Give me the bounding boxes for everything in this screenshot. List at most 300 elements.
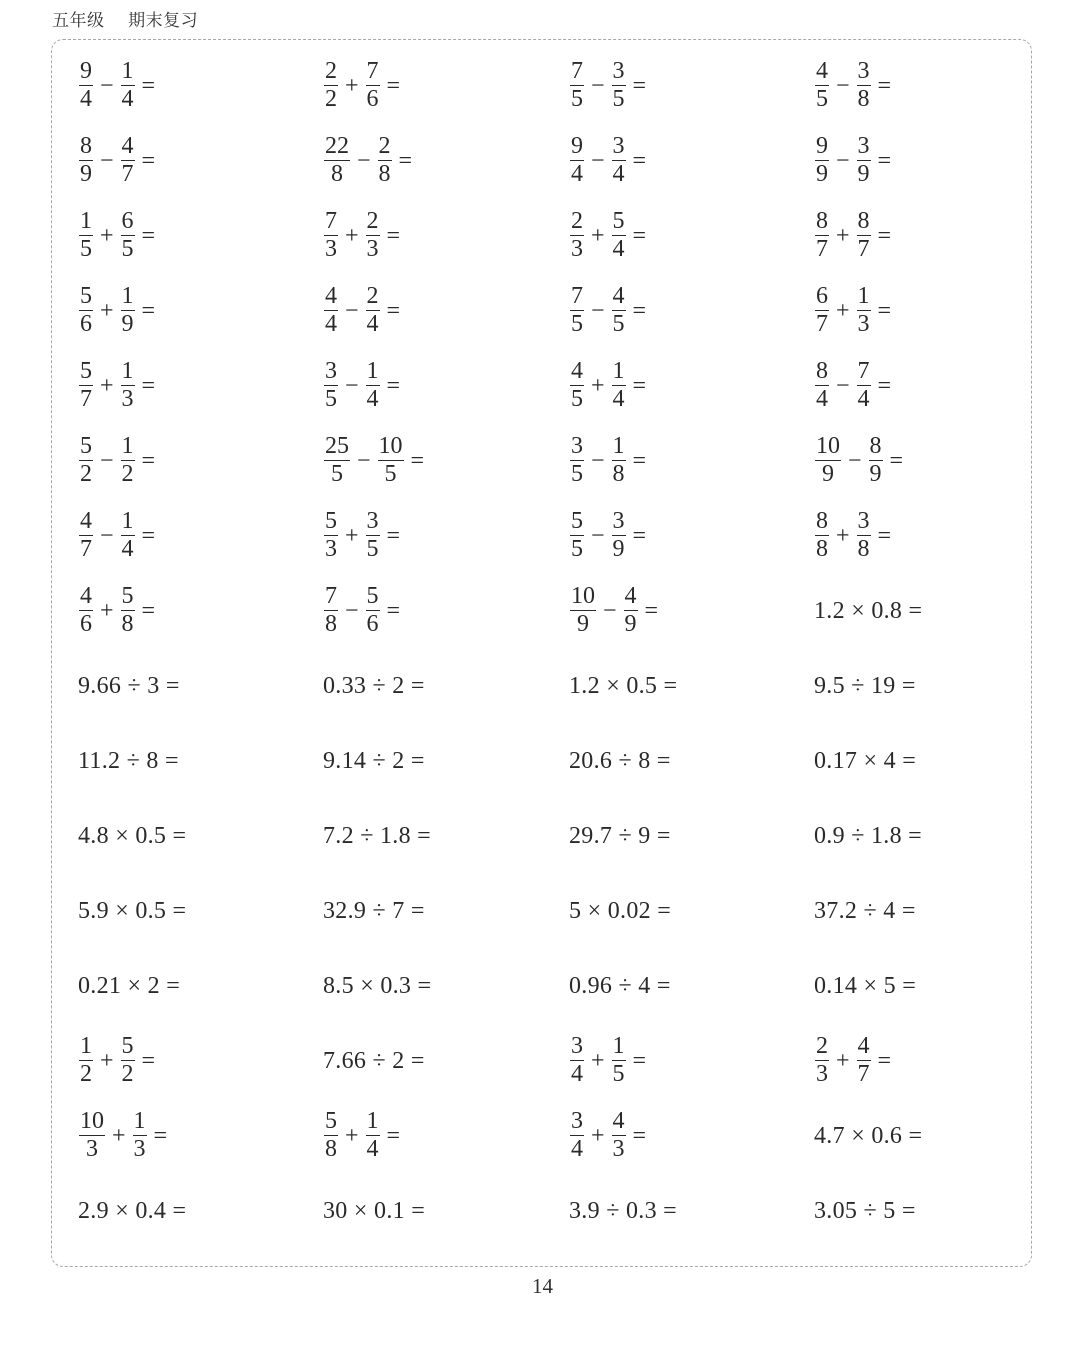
equals-sign: = <box>632 72 647 99</box>
problem-cell <box>323 198 569 273</box>
header-grade: 五年级 <box>52 11 105 31</box>
fraction-numerator: 1 <box>133 1108 146 1134</box>
decimal-expression: 0.21 × 2 = <box>78 972 181 999</box>
equals-sign: = <box>632 147 647 174</box>
fraction-denominator: 5 <box>366 536 379 562</box>
fraction-numerator: 4 <box>121 133 134 159</box>
fraction-numerator: 1 <box>612 358 625 384</box>
page-number: 14 <box>532 1274 553 1298</box>
fraction-numerator: 9 <box>80 58 92 84</box>
problem-cell <box>323 573 569 648</box>
fraction <box>121 58 135 113</box>
equals-sign: = <box>632 447 647 474</box>
equals-sign: = <box>386 522 401 549</box>
equals-sign: = <box>141 447 156 474</box>
fraction-numerator: 3 <box>612 508 625 534</box>
fraction-denominator: 7 <box>816 236 828 262</box>
fraction-denominator: 4 <box>857 386 870 412</box>
problem-cell <box>323 1023 569 1098</box>
fraction-numerator: 5 <box>325 1108 337 1134</box>
fraction-numerator: 1 <box>612 1033 625 1059</box>
equals-sign: = <box>386 297 401 324</box>
decimal-expression: 9.66 ÷ 3 = <box>78 672 180 699</box>
operator: + <box>100 372 114 399</box>
equals-sign: = <box>889 447 904 474</box>
fraction-denominator: 8 <box>612 461 625 487</box>
fraction-numerator: 5 <box>80 283 92 309</box>
fraction-denominator: 4 <box>612 161 625 187</box>
problem-cell <box>814 648 1058 723</box>
operator: − <box>345 372 359 399</box>
fraction-numerator: 3 <box>571 1108 583 1134</box>
fraction-denominator: 8 <box>857 86 870 112</box>
operator: + <box>345 1122 359 1149</box>
fraction-denominator: 5 <box>571 461 583 487</box>
problem-cell <box>814 123 1058 198</box>
fraction <box>366 208 380 263</box>
equals-sign: = <box>386 597 401 624</box>
fraction <box>378 133 392 188</box>
operator: + <box>836 222 850 249</box>
fraction <box>324 508 338 563</box>
fraction-numerator: 2 <box>816 1033 828 1059</box>
fraction <box>815 433 841 488</box>
fraction-denominator: 3 <box>571 236 583 262</box>
fraction <box>570 583 596 638</box>
fraction-numerator: 1 <box>366 358 379 384</box>
fraction-numerator: 3 <box>857 133 870 159</box>
fraction <box>133 1108 147 1163</box>
decimal-expression: 29.7 ÷ 9 = <box>569 822 671 849</box>
fraction-denominator: 5 <box>121 236 134 262</box>
problem-cell <box>78 1098 323 1173</box>
decimal-expression: 5.9 × 0.5 = <box>78 897 187 924</box>
equals-sign: = <box>141 222 156 249</box>
fraction <box>121 133 135 188</box>
fraction-denominator: 6 <box>366 86 379 112</box>
fraction <box>79 283 93 338</box>
problem-cell <box>569 573 814 648</box>
fraction <box>79 358 93 413</box>
fraction-denominator: 2 <box>80 1061 92 1087</box>
operator: − <box>357 147 371 174</box>
fraction-denominator: 4 <box>571 1061 583 1087</box>
decimal-expression: 0.33 ÷ 2 = <box>323 672 425 699</box>
fraction <box>366 58 380 113</box>
fraction <box>624 583 638 638</box>
fraction <box>612 133 626 188</box>
problem-cell <box>323 723 569 798</box>
fraction-numerator: 7 <box>325 583 337 609</box>
problem-cell <box>78 348 323 423</box>
fraction <box>121 283 135 338</box>
fraction-numerator: 1 <box>121 433 134 459</box>
fraction <box>79 208 93 263</box>
fraction-numerator: 1 <box>366 1108 379 1134</box>
problem-cell <box>814 873 1058 948</box>
fraction-denominator: 7 <box>80 536 92 562</box>
fraction-numerator: 8 <box>869 433 882 459</box>
fraction <box>612 283 626 338</box>
equals-sign: = <box>141 597 156 624</box>
fraction-denominator: 9 <box>577 611 589 637</box>
problem-cell <box>323 273 569 348</box>
fraction-numerator: 22 <box>325 133 349 159</box>
problem-cell <box>78 1023 323 1098</box>
decimal-expression: 0.17 × 4 = <box>814 747 917 774</box>
problem-cell <box>78 873 323 948</box>
fraction-denominator: 5 <box>816 86 828 112</box>
decimal-expression: 32.9 ÷ 7 = <box>323 897 425 924</box>
fraction <box>815 508 829 563</box>
fraction-numerator: 7 <box>571 58 583 84</box>
problem-cell <box>569 648 814 723</box>
fraction-denominator: 2 <box>121 1061 134 1087</box>
fraction-numerator: 4 <box>612 283 625 309</box>
fraction-numerator: 3 <box>857 58 870 84</box>
fraction <box>366 1108 380 1163</box>
decimal-expression: 8.5 × 0.3 = <box>323 972 432 999</box>
fraction-denominator: 9 <box>612 536 625 562</box>
problem-cell <box>569 348 814 423</box>
fraction <box>121 208 135 263</box>
fraction <box>570 433 584 488</box>
fraction-numerator: 8 <box>80 133 92 159</box>
problem-cell <box>569 498 814 573</box>
problem-cell <box>78 1173 323 1248</box>
fraction <box>815 283 829 338</box>
equals-sign: = <box>877 72 892 99</box>
fraction <box>857 1033 871 1088</box>
operator: − <box>591 522 605 549</box>
fraction-numerator: 2 <box>378 133 391 159</box>
fraction <box>612 1033 626 1088</box>
equals-sign: = <box>644 597 659 624</box>
problem-cell <box>323 348 569 423</box>
operator: − <box>100 147 114 174</box>
operator: − <box>100 522 114 549</box>
equals-sign: = <box>877 147 892 174</box>
fraction-denominator: 4 <box>121 536 134 562</box>
fraction-numerator: 1 <box>80 208 92 234</box>
fraction <box>324 1108 338 1163</box>
fraction-numerator: 2 <box>571 208 583 234</box>
fraction <box>570 58 584 113</box>
equals-sign: = <box>632 222 647 249</box>
fraction <box>857 508 871 563</box>
fraction <box>366 358 380 413</box>
fraction-denominator: 4 <box>612 386 625 412</box>
fraction <box>378 433 404 488</box>
operator: − <box>591 147 605 174</box>
equals-sign: = <box>632 1122 647 1149</box>
fraction-denominator: 2 <box>325 86 337 112</box>
problem-cell <box>569 198 814 273</box>
equals-sign: = <box>877 522 892 549</box>
fraction-numerator: 5 <box>325 508 337 534</box>
fraction-numerator: 3 <box>571 433 583 459</box>
fraction-numerator: 3 <box>325 358 337 384</box>
problem-cell <box>814 1173 1058 1248</box>
fraction-denominator: 4 <box>366 386 379 412</box>
fraction <box>121 1033 135 1088</box>
fraction-numerator: 5 <box>366 583 379 609</box>
fraction <box>79 508 93 563</box>
decimal-expression: 1.2 × 0.5 = <box>569 672 678 699</box>
decimal-expression: 9.14 ÷ 2 = <box>323 747 425 774</box>
fraction-denominator: 5 <box>571 86 583 112</box>
fraction-numerator: 8 <box>816 508 828 534</box>
problem-cell <box>569 948 814 1023</box>
problem-cell <box>78 648 323 723</box>
fraction <box>815 1033 829 1088</box>
equals-sign: = <box>632 1047 647 1074</box>
operator: + <box>112 1122 126 1149</box>
decimal-expression: 20.6 ÷ 8 = <box>569 747 671 774</box>
fraction-denominator: 4 <box>571 1136 583 1162</box>
fraction-denominator: 9 <box>121 311 134 337</box>
problem-cell <box>569 423 814 498</box>
operator: + <box>345 522 359 549</box>
decimal-expression: 5 × 0.02 = <box>569 897 672 924</box>
fraction <box>857 358 871 413</box>
fraction <box>612 358 626 413</box>
fraction <box>857 133 871 188</box>
equals-sign: = <box>141 147 156 174</box>
decimal-expression: 1.2 × 0.8 = <box>814 597 923 624</box>
decimal-expression: 7.66 ÷ 2 = <box>323 1047 425 1074</box>
fraction-denominator: 9 <box>857 161 870 187</box>
fraction-denominator: 7 <box>816 311 828 337</box>
problem-cell <box>569 1023 814 1098</box>
fraction-numerator: 1 <box>121 58 134 84</box>
fraction-numerator: 3 <box>571 1033 583 1059</box>
fraction-numerator: 8 <box>857 208 870 234</box>
operator: − <box>345 297 359 324</box>
operator: − <box>603 597 617 624</box>
decimal-expression: 30 × 0.1 = <box>323 1197 426 1224</box>
fraction-denominator: 5 <box>612 311 625 337</box>
fraction <box>79 583 93 638</box>
fraction-denominator: 4 <box>816 386 828 412</box>
decimal-expression: 9.5 ÷ 19 = <box>814 672 916 699</box>
problem-cell <box>814 498 1058 573</box>
fraction-numerator: 7 <box>857 358 870 384</box>
fraction <box>857 283 871 338</box>
fraction-numerator: 3 <box>857 508 870 534</box>
fraction-numerator: 2 <box>325 58 337 84</box>
fraction-denominator: 8 <box>325 1136 337 1162</box>
operator: + <box>345 222 359 249</box>
fraction <box>815 208 829 263</box>
problem-cell <box>78 48 323 123</box>
fraction <box>121 583 135 638</box>
fraction-denominator: 3 <box>857 311 870 337</box>
problem-cell <box>323 1098 569 1173</box>
problem-cell <box>569 798 814 873</box>
fraction-denominator: 5 <box>80 236 92 262</box>
fraction-denominator: 5 <box>331 461 343 487</box>
problem-cell <box>78 948 323 1023</box>
operator: − <box>100 72 114 99</box>
fraction <box>815 358 829 413</box>
decimal-expression: 37.2 ÷ 4 = <box>814 897 916 924</box>
fraction-numerator: 5 <box>121 1033 134 1059</box>
problem-cell <box>78 198 323 273</box>
fraction-denominator: 9 <box>624 611 637 637</box>
fraction <box>366 283 380 338</box>
operator: + <box>100 1047 114 1074</box>
fraction <box>324 433 350 488</box>
fraction-denominator: 8 <box>816 536 828 562</box>
fraction-numerator: 4 <box>80 508 92 534</box>
fraction <box>570 133 584 188</box>
decimal-expression: 2.9 × 0.4 = <box>78 1197 187 1224</box>
fraction-numerator: 10 <box>80 1108 104 1134</box>
fraction-denominator: 3 <box>325 536 337 562</box>
fraction <box>612 1108 626 1163</box>
equals-sign: = <box>632 522 647 549</box>
operator: − <box>836 372 850 399</box>
fraction <box>324 583 338 638</box>
equals-sign: = <box>141 522 156 549</box>
problem-cell <box>814 573 1058 648</box>
fraction <box>857 208 871 263</box>
fraction-denominator: 6 <box>80 311 92 337</box>
fraction <box>570 1108 584 1163</box>
fraction-numerator: 4 <box>325 283 337 309</box>
fraction-denominator: 8 <box>121 611 134 637</box>
problem-cell <box>814 348 1058 423</box>
problem-cell <box>814 948 1058 1023</box>
fraction-numerator: 2 <box>366 208 379 234</box>
fraction-denominator: 8 <box>378 161 391 187</box>
fraction-numerator: 6 <box>816 283 828 309</box>
problem-cell <box>323 798 569 873</box>
fraction-numerator: 9 <box>571 133 583 159</box>
fraction-numerator: 7 <box>571 283 583 309</box>
problem-cell <box>814 273 1058 348</box>
fraction-denominator: 3 <box>121 386 134 412</box>
problem-cell <box>323 1173 569 1248</box>
equals-sign: = <box>386 372 401 399</box>
fraction-numerator: 4 <box>857 1033 870 1059</box>
decimal-expression: 0.96 ÷ 4 = <box>569 972 671 999</box>
fraction-denominator: 7 <box>857 1061 870 1087</box>
fraction-numerator: 5 <box>80 358 92 384</box>
fraction-denominator: 3 <box>86 1136 98 1162</box>
problem-cell <box>814 723 1058 798</box>
equals-sign: = <box>877 222 892 249</box>
problem-cell <box>78 423 323 498</box>
fraction-denominator: 9 <box>816 161 828 187</box>
problem-cell <box>569 48 814 123</box>
problem-grid <box>78 48 1058 1248</box>
operator: + <box>345 72 359 99</box>
fraction <box>570 283 584 338</box>
equals-sign: = <box>386 72 401 99</box>
fraction <box>612 58 626 113</box>
operator: − <box>591 297 605 324</box>
fraction-numerator: 1 <box>80 1033 92 1059</box>
problem-cell <box>78 798 323 873</box>
problem-cell <box>569 273 814 348</box>
fraction-numerator: 3 <box>366 508 379 534</box>
fraction-denominator: 9 <box>822 461 834 487</box>
operator: − <box>591 72 605 99</box>
equals-sign: = <box>141 1047 156 1074</box>
equals-sign: = <box>141 72 156 99</box>
problem-cell <box>814 48 1058 123</box>
problem-cell <box>323 48 569 123</box>
equals-sign: = <box>141 372 156 399</box>
operator: + <box>100 297 114 324</box>
equals-sign: = <box>877 372 892 399</box>
fraction <box>121 433 135 488</box>
operator: − <box>848 447 862 474</box>
fraction-denominator: 4 <box>571 161 583 187</box>
fraction-numerator: 10 <box>571 583 595 609</box>
fraction-denominator: 5 <box>612 1061 625 1087</box>
fraction <box>366 508 380 563</box>
decimal-expression: 3.9 ÷ 0.3 = <box>569 1197 678 1224</box>
problem-cell <box>569 723 814 798</box>
equals-sign: = <box>632 372 647 399</box>
fraction-numerator: 7 <box>325 208 337 234</box>
fraction-denominator: 8 <box>325 611 337 637</box>
fraction-numerator: 1 <box>121 283 134 309</box>
fraction-denominator: 4 <box>80 86 92 112</box>
fraction-denominator: 5 <box>384 461 397 487</box>
page-header <box>52 6 198 31</box>
fraction-denominator: 2 <box>121 461 134 487</box>
fraction-denominator: 3 <box>133 1136 146 1162</box>
operator: + <box>100 597 114 624</box>
fraction <box>79 433 93 488</box>
equals-sign: = <box>386 222 401 249</box>
equals-sign: = <box>398 147 413 174</box>
decimal-expression: 7.2 ÷ 1.8 = <box>323 822 432 849</box>
fraction-denominator: 4 <box>366 1136 379 1162</box>
fraction-numerator: 3 <box>612 58 625 84</box>
operator: + <box>591 372 605 399</box>
fraction-numerator: 5 <box>571 508 583 534</box>
fraction <box>612 208 626 263</box>
problem-cell <box>323 123 569 198</box>
fraction-denominator: 8 <box>331 161 343 187</box>
fraction-numerator: 3 <box>612 133 625 159</box>
fraction-numerator: 8 <box>816 208 828 234</box>
fraction-numerator: 4 <box>612 1108 625 1134</box>
fraction <box>324 358 338 413</box>
problem-cell <box>323 948 569 1023</box>
operator: + <box>100 222 114 249</box>
fraction-denominator: 4 <box>612 236 625 262</box>
fraction <box>570 1033 584 1088</box>
fraction-denominator: 5 <box>571 386 583 412</box>
fraction-denominator: 5 <box>571 311 583 337</box>
fraction-denominator: 2 <box>80 461 92 487</box>
operator: − <box>836 72 850 99</box>
fraction-denominator: 9 <box>80 161 92 187</box>
operator: − <box>357 447 371 474</box>
operator: + <box>836 297 850 324</box>
fraction-denominator: 4 <box>121 86 134 112</box>
fraction <box>570 358 584 413</box>
fraction-denominator: 8 <box>857 536 870 562</box>
fraction <box>612 433 626 488</box>
fraction <box>857 58 871 113</box>
